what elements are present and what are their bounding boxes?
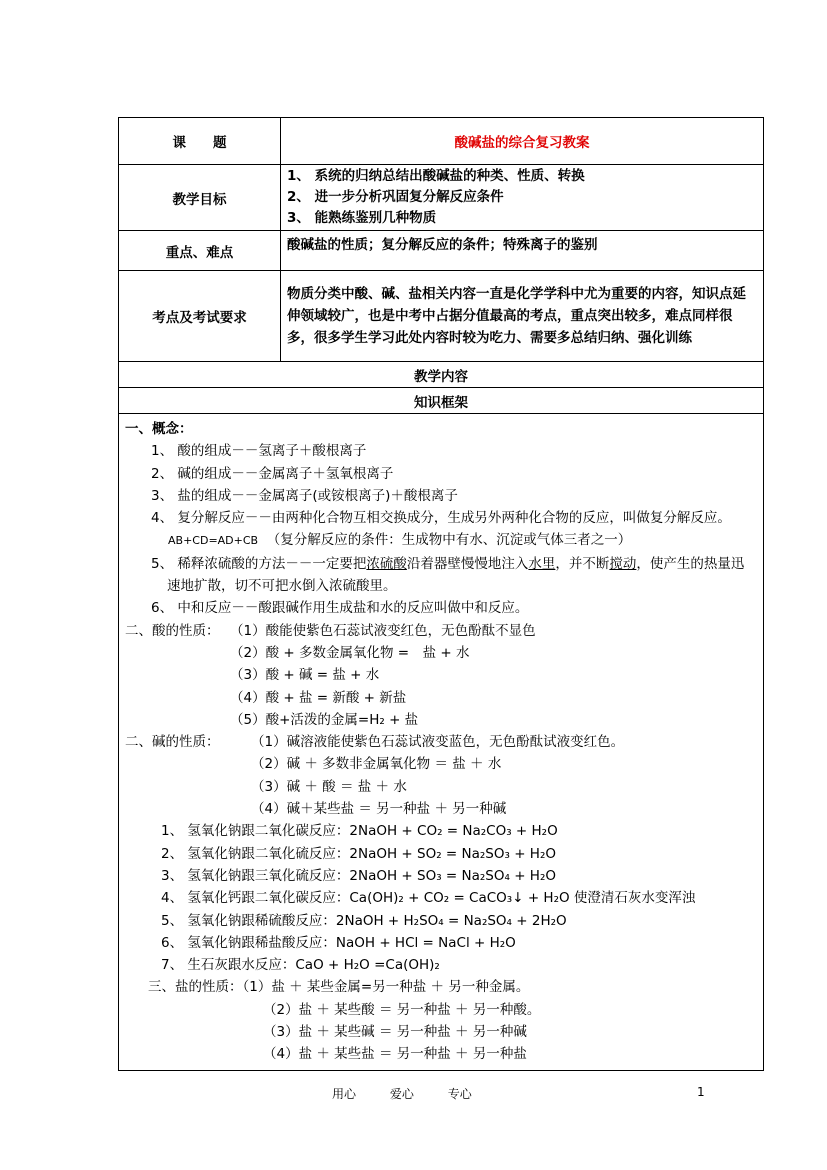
- key-points-label: 重点、难点: [119, 231, 281, 271]
- salt-property: （2）盐 ＋ 某些酸 ＝ 另一种盐 ＋ 另一种酸。: [263, 1001, 541, 1018]
- reaction-item: 1、 氢氧化钠跟二氧化碳反应：2NaOH + CO₂ = Na₂CO₃ + H₂O: [161, 823, 558, 840]
- concept-item: 1、 酸的组成－－氢离子＋酸根离子: [151, 443, 367, 460]
- reaction-item: 3、 氢氧化钠跟三氧化硫反应：2NaOH + SO₃ = Na₂SO₄ + H₂O: [161, 867, 556, 884]
- goals-label: 教学目标: [119, 165, 281, 231]
- concept-item: 2、 碱的组成－－金属离子＋氢氧根离子: [151, 465, 394, 482]
- section-teaching-content: 教学内容: [119, 362, 764, 388]
- acid-property: （4）酸 + 盐 = 新酸 + 新盐: [230, 689, 407, 706]
- motto-word: 爱心: [389, 1087, 414, 1101]
- base-property: （2）碱 ＋ 多数非金属氧化物 ＝ 盐 ＋ 水: [251, 756, 502, 773]
- heading-acid-properties: 二、酸的性质：: [125, 622, 220, 639]
- reaction-item: 2、 氢氧化钠跟二氧化硫反应：2NaOH + SO₂ = Na₂SO₃ + H₂O: [161, 845, 556, 862]
- content-body: [119, 414, 764, 1071]
- base-property: （4）碱＋某些盐 ＝ 另一种盐 ＋ 另一种碱: [251, 801, 507, 818]
- concept-item: 4、 复分解反应－－由两种化合物互相交换成分，生成另外两种化合物的反应，叫做复分解反应。: [151, 510, 731, 527]
- concept-item-note: [125, 529, 757, 552]
- key-points-text: 酸碱盐的性质；复分解反应的条件；特殊离子的鉴别: [281, 231, 764, 271]
- exam-text: 物质分类中酸、碱、盐相关内容一直是化学学科中尤为重要的内容，知识点延伸领域较广，也是中考中占据分值最高的考点，重点突出较多，难点同样很多，很多学生学习此处内容时较为吃力、需要多总结归纳、强化训练: [281, 271, 764, 362]
- reaction-item: 7、 生石灰跟水反应：CaO + H₂O =Ca(OH)₂: [161, 957, 440, 974]
- heading-base-properties: 二、碱的性质：: [125, 734, 220, 751]
- section-knowledge-framework: 知识框架: [119, 388, 764, 414]
- reaction-item: 4、 氢氧化钙跟二氧化碳反应：Ca(OH)₂ + CO₂ = CaCO₃↓ + H₂O 使澄清石灰水变浑浊: [161, 890, 696, 907]
- page-number: 1: [697, 1085, 705, 1099]
- salt-property: （4）盐 ＋ 某些盐 ＝ 另一种盐 ＋ 另一种盐: [263, 1046, 527, 1063]
- key-points-row: [119, 231, 764, 271]
- acid-property: （1）酸能使紫色石蕊试液变红色，无色酚酞不显色: [230, 622, 536, 639]
- goals-cell: [281, 165, 764, 231]
- goal-item: 1、 系统的归纳总结出酸碱盐的种类、性质、转换: [287, 168, 585, 184]
- concept-item: 5、 稀释浓硫酸的方法－－一定要把浓硫酸沿着器壁慢慢地注入水里，并不断搅动，使产生的热量迅速地扩散，切不可把水倒入浓硫酸里。: [151, 555, 745, 595]
- body-row: [119, 414, 764, 1071]
- goals-row: [119, 165, 764, 231]
- reaction-item: 6、 氢氧化钠跟稀盐酸反应：NaOH + HCl = NaCl + H₂O: [161, 934, 516, 951]
- section-content-row: [119, 362, 764, 388]
- motto-word: 用心: [332, 1087, 357, 1101]
- formula: AB+CD=AD+CB: [168, 534, 259, 548]
- exam-row: [119, 271, 764, 362]
- topic-row: [119, 118, 764, 165]
- salt-property: （3）盐 ＋ 某些碱 ＝ 另一种盐 ＋ 另一种碱: [263, 1024, 527, 1041]
- heading-salt-properties: 三、盐的性质：（1）盐 ＋ 某些金属=另一种盐 ＋ 另一种金属。: [148, 979, 530, 996]
- acid-property: （3）酸 + 碱 = 盐 + 水: [230, 667, 380, 684]
- condition-note: （复分解反应的条件：生成物中有水、沉淀或气体三者之一）: [266, 532, 632, 549]
- base-property: （3）碱 ＋ 酸 ＝ 盐 ＋ 水: [251, 778, 407, 795]
- reaction-item: 5、 氢氧化钠跟稀硫酸反应：2NaOH + H₂SO₄ = Na₂SO₄ + 2H₂O: [161, 912, 567, 929]
- concept-item: 6、 中和反应－－酸跟碱作用生成盐和水的反应叫做中和反应。: [151, 600, 529, 617]
- acid-property: （2）酸 + 多数金属氧化物 = 盐 + 水: [230, 644, 470, 661]
- lesson-title: 酸碱盐的综合复习教案: [281, 118, 764, 165]
- concept-item: 3、 盐的组成－－金属离子(或铵根离子)＋酸根离子: [151, 487, 458, 504]
- heading-concepts: 一、概念：: [125, 421, 193, 437]
- topic-label: 课 题: [119, 118, 281, 165]
- goal-item: 2、 进一步分析巩固复分解反应条件: [287, 189, 504, 205]
- motto-word: 专心: [447, 1087, 472, 1101]
- footer-motto: [332, 1085, 502, 1102]
- acid-property: （5）酸+活泼的金属=H₂ + 盐: [230, 711, 419, 728]
- lesson-plan-table: [118, 117, 764, 1071]
- base-property: （1）碱溶液能使紫色石蕊试液变蓝色，无色酚酞试液变红色。: [251, 734, 625, 751]
- section-framework-row: [119, 388, 764, 414]
- exam-label: 考点及考试要求: [119, 271, 281, 362]
- goal-item: 3、 能熟练鉴别几种物质: [287, 210, 437, 226]
